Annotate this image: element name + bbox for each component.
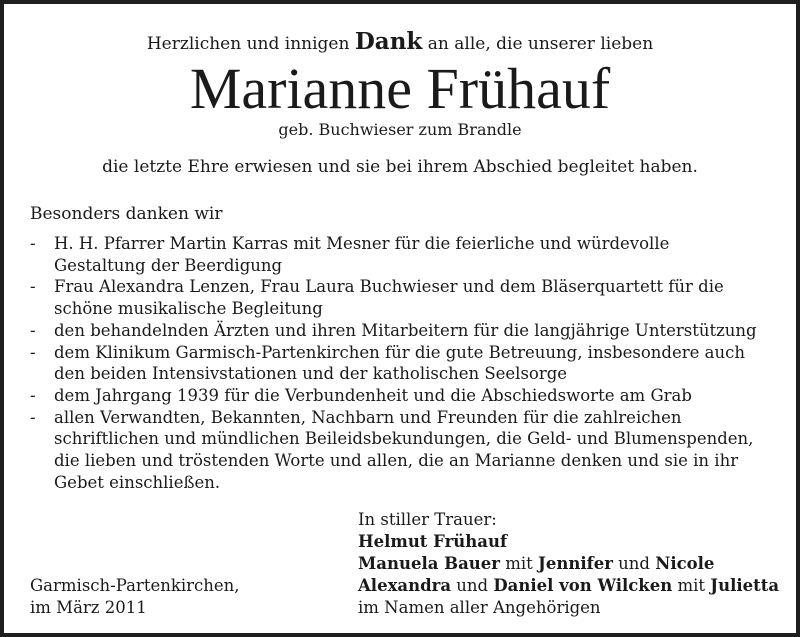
mourning-intro: In stiller Trauer: xyxy=(358,510,497,529)
list-item-line: dem Jahrgang 1939 für die Verbundenheit und die Abschiedsworte am Grab xyxy=(54,385,692,405)
list-item xyxy=(30,276,770,319)
maiden-name: geb. Buchwieser zum Brandle xyxy=(278,120,522,139)
mourners-block xyxy=(358,509,779,619)
list-item-line: den beiden Intensivstationen und der katholischen Seelsorge xyxy=(54,364,568,384)
list-item-line: dem Klinikum Garmisch-Partenkirchen für die gute Betreuung, insbesondere auch xyxy=(54,342,745,362)
list-item xyxy=(30,385,770,407)
family-note: im Namen aller Angehörigen xyxy=(358,598,601,617)
dash-bullet: - xyxy=(30,320,36,340)
mourner-line xyxy=(358,575,779,597)
mourner-name: Helmut Frühauf xyxy=(358,532,508,551)
list-item xyxy=(30,407,770,494)
mourner-name: Daniel von Wilcken xyxy=(493,576,673,595)
connector-word: und xyxy=(618,554,650,573)
dank-word: Dank xyxy=(354,28,423,55)
mourner-name: Alexandra xyxy=(358,576,452,595)
connector-word: mit xyxy=(505,554,533,573)
special-thanks-heading: Besonders danken wir xyxy=(30,204,223,224)
list-item xyxy=(30,320,770,342)
list-item-line: allen Verwandten, Bekannten, Nachbarn und Freunden für die zahlreichen xyxy=(54,407,682,427)
list-item-line: H. H. Pfarrer Martin Karras mit Mesner für die feierliche und würdevolle xyxy=(54,234,670,253)
thanks-intro-line xyxy=(0,28,800,55)
mourner-line xyxy=(358,531,779,553)
dash-bullet: - xyxy=(30,385,36,405)
place-text: Garmisch-Partenkirchen, xyxy=(30,576,240,595)
list-item-line: Frau Alexandra Lenzen, Frau Laura Buchwieser und dem Bläserquartett für die xyxy=(54,277,724,297)
connector-word: mit xyxy=(677,576,706,595)
dash-bullet: - xyxy=(30,342,36,362)
dash-bullet: - xyxy=(30,407,36,427)
list-item-line: schriftlichen und mündlichen Beileidsbekundungen, die Geld- und Blumenspenden, xyxy=(54,429,754,449)
mourner-name: Jennifer xyxy=(538,554,613,573)
list-item-line: die lieben und tröstenden Worte und allen, die an Marianne denken und sie in ihr xyxy=(54,451,739,471)
list-item-line: Gestaltung der Beerdigung xyxy=(54,255,283,275)
connector-word: und xyxy=(456,576,489,595)
list-item-line: Gebet einschließen. xyxy=(54,472,221,492)
list-item xyxy=(30,342,770,385)
thanks-list xyxy=(30,233,770,493)
dash-bullet: - xyxy=(30,277,36,297)
mourner-name: Nicole xyxy=(655,554,715,573)
intro-text-end: an alle, die unserer lieben xyxy=(427,34,654,54)
mourner-name: Manuela Bauer xyxy=(358,554,500,573)
intro-text: Herzlichen und innigen xyxy=(146,34,350,54)
mourner-name: Julietta xyxy=(710,576,780,595)
dash-bullet: - xyxy=(30,234,36,253)
deceased-name: Marianne Frühauf xyxy=(189,56,611,121)
list-item-line: schöne musikalische Begleitung xyxy=(54,299,323,319)
place-date-block xyxy=(30,575,240,619)
list-item-line: den behandelnden Ärzten und ihren Mitarbeitern für die langjährige Unterstützung xyxy=(54,320,757,340)
date-text: im März 2011 xyxy=(30,598,147,617)
closing-intro-line: die letzte Ehre erwiesen und sie bei ihrem Abschied begleitet haben. xyxy=(102,157,698,177)
mourner-line xyxy=(358,553,779,575)
list-item xyxy=(30,233,770,276)
